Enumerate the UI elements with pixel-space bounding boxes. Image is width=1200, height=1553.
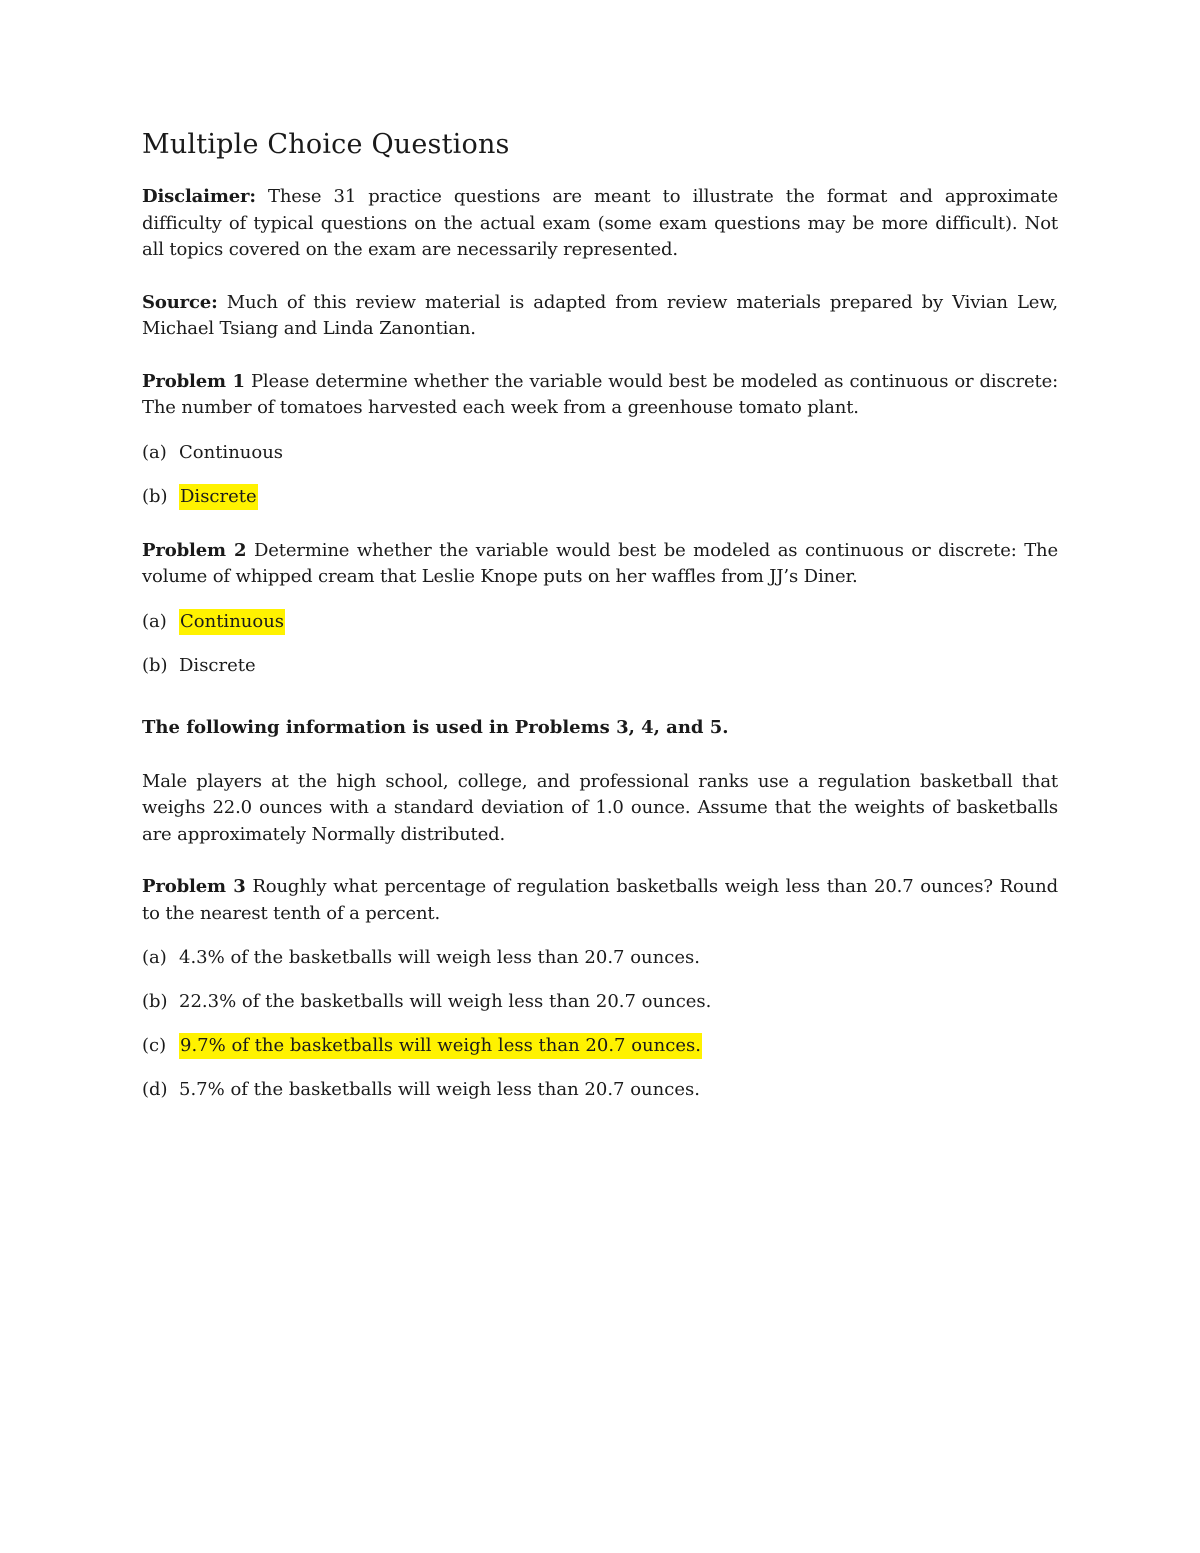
highlighted-answer: Continuous [179,609,285,635]
choice-label: (a) [142,441,167,463]
problem-1-choices [142,440,1058,510]
choice-text: Continuous [179,441,284,463]
problem-3-choices [142,945,1058,1103]
choice-label: (a) [142,610,167,632]
choice-label: (b) [142,991,168,1012]
source-paragraph [142,290,1058,343]
source-label: Source: [142,291,218,313]
problem-3-choice-d [142,1077,1058,1103]
choice-label: (b) [142,654,168,676]
problem-1-text: Please determine whether the variable would best be modeled as continuous or discrete: The number of tomatoes harvested each week from a greenhouse tomato plant. [142,370,1059,418]
highlighted-answer: Discrete [179,484,258,510]
page-title: Multiple Choice Questions [142,129,510,160]
choice-label: (b) [142,485,168,507]
choice-text: 22.3% of the basketballs will weigh less than 20.7 ounces. [179,991,712,1012]
problem-2-choice-a [142,609,1058,635]
problem-3-choice-b [142,989,1058,1015]
disclaimer-label: Disclaimer: [142,186,256,207]
disclaimer-paragraph [142,184,1058,264]
problem-2-text: Determine whether the variable would best be modeled as continuous or discrete: The volume of whipped cream that Leslie Knope puts on her waffles from JJ’s Diner. [142,539,1059,587]
problem-3-label: Problem 3 [142,876,246,897]
choice-text: Discrete [179,654,256,676]
choice-text: 5.7% of the basketballs will weigh less than 20.7 ounces. [179,1079,700,1100]
problem-3-question [142,874,1058,927]
problem-1-question [142,369,1058,422]
disclaimer-text: These 31 practice questions are meant to illustrate the format and approximate difficulty of typical questions on the actual exam (some exam questions may be more difficult). Not all topics covered on the exam are necessarily represented. [142,186,1058,260]
problem-3-text: Roughly what percentage of regulation basketballs weigh less than 20.7 ounces? Round to the nearest tenth of a percent. [142,876,1058,924]
info-lead: The following information is used in [142,716,509,738]
problem-3-choice-a [142,945,1058,971]
problem-1-choice-a [142,440,1058,466]
problem-2-choice-b [142,653,1058,679]
highlighted-answer: 9.7% of the basketballs will weigh less than 20.7 ounces. [179,1033,702,1059]
problem-2-choices [142,609,1058,679]
problem-1-label: Problem 1 [142,370,245,392]
choice-text: 4.3% of the basketballs will weigh less than 20.7 ounces. [179,947,700,968]
problem-3-choice-c [142,1033,1058,1059]
choice-label: (a) [142,947,167,968]
document-page [142,128,1058,1121]
info-heading [142,715,1058,741]
choice-label: (c) [142,1035,167,1056]
problem-2-label: Problem 2 [142,539,247,561]
info-paragraph: Male players at the high school, college, and professional ranks use a regulation basketball that weighs 22.0 ounces with a standard deviation of 1.0 ounce. Assume that the weights of basketballs are approximately Normally distributed. [142,770,1058,845]
info-bold: Problems 3, 4, and 5. [514,716,729,738]
source-text: Much of this review material is adapted from review materials prepared by Vivian Lew, Michael Tsiang and Linda Zanontian. [142,291,1058,339]
problem-1-choice-b [142,484,1058,510]
choice-label: (d) [142,1079,168,1100]
problem-2-question [142,538,1058,591]
